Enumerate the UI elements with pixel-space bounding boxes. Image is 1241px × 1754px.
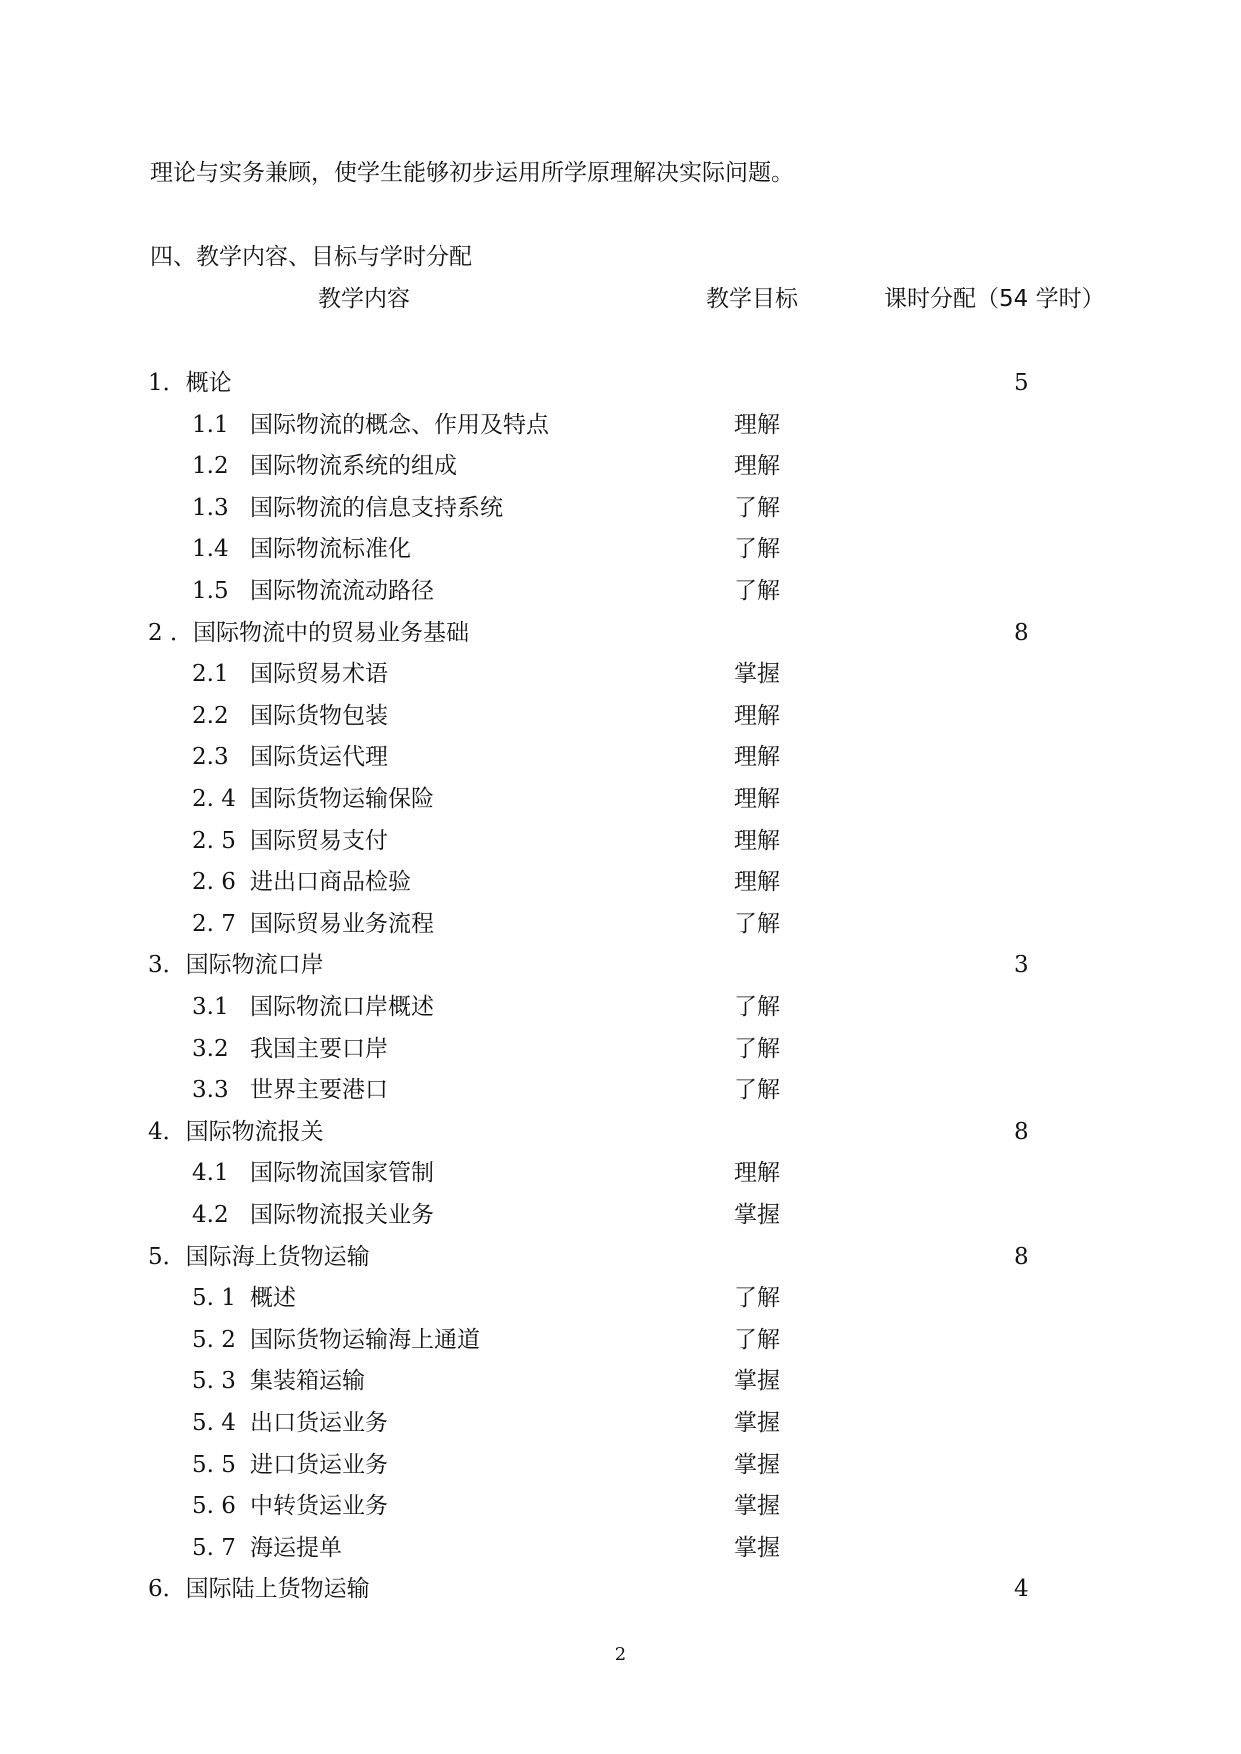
item-number: 1.5 xyxy=(192,578,229,604)
intro-paragraph: 理论与实务兼顾，使学生能够初步运用所学原理解决实际问题。 xyxy=(150,160,794,186)
item-text: 海运提单 xyxy=(250,1535,342,1561)
item-goal: 了解 xyxy=(734,495,780,521)
item-number: 2. 4 xyxy=(192,786,236,812)
item-goal: 理解 xyxy=(734,869,780,895)
item-number: 4.2 xyxy=(192,1202,229,1228)
item-goal: 理解 xyxy=(734,828,780,854)
item-number: 3.2 xyxy=(192,1036,229,1062)
item-text: 国际货物运输海上通道 xyxy=(250,1327,480,1353)
header-hours: 课时分配（54 学时） xyxy=(884,286,1105,312)
item-text: 集装箱运输 xyxy=(250,1368,365,1394)
header-goal: 教学目标 xyxy=(706,286,798,312)
item-goal: 理解 xyxy=(734,412,780,438)
item-number: 3.3 xyxy=(192,1077,229,1103)
chapter-title: 5．国际海上货物运输 xyxy=(148,1244,370,1270)
section-heading: 四、教学内容、目标与学时分配 xyxy=(150,244,472,270)
item-goal: 掌握 xyxy=(734,1410,780,1436)
item-text: 中转货运业务 xyxy=(250,1493,388,1519)
item-number: 2.2 xyxy=(192,703,229,729)
item-text: 国际物流报关业务 xyxy=(250,1202,434,1228)
item-text: 世界主要港口 xyxy=(250,1077,388,1103)
item-number: 1.3 xyxy=(192,495,229,521)
item-text: 我国主要口岸 xyxy=(250,1036,388,1062)
item-text: 进出口商品检验 xyxy=(250,869,411,895)
item-goal: 了解 xyxy=(734,536,780,562)
item-number: 1.4 xyxy=(192,536,229,562)
item-goal: 理解 xyxy=(734,453,780,479)
item-number: 3.1 xyxy=(192,994,229,1020)
item-number: 1.2 xyxy=(192,453,229,479)
item-goal: 掌握 xyxy=(734,1202,780,1228)
item-goal: 了解 xyxy=(734,1036,780,1062)
item-text: 国际物流标准化 xyxy=(250,536,411,562)
page-number: 2 xyxy=(614,1644,627,1665)
item-number: 2. 6 xyxy=(192,869,236,895)
item-goal: 了解 xyxy=(734,578,780,604)
item-text: 国际物流的概念、作用及特点 xyxy=(250,412,549,438)
chapter-title: 4．国际物流报关 xyxy=(148,1119,324,1145)
item-number: 5. 4 xyxy=(192,1410,236,1436)
item-text: 国际货物运输保险 xyxy=(250,786,434,812)
chapter-title: 6．国际陆上货物运输 xyxy=(148,1576,370,1602)
chapter-hours: 4 xyxy=(1014,1576,1029,1602)
item-number: 5. 7 xyxy=(192,1535,236,1561)
item-goal: 了解 xyxy=(734,1285,780,1311)
item-text: 国际物流系统的组成 xyxy=(250,453,457,479)
item-goal: 了解 xyxy=(734,994,780,1020)
item-number: 5. 5 xyxy=(192,1452,236,1478)
item-text: 国际贸易支付 xyxy=(250,828,388,854)
chapter-hours: 8 xyxy=(1014,620,1029,646)
item-number: 1.1 xyxy=(192,412,229,438)
item-goal: 理解 xyxy=(734,1160,780,1186)
header-content: 教学内容 xyxy=(318,286,410,312)
chapter-title: 2 ．国际物流中的贸易业务基础 xyxy=(148,620,469,646)
item-text: 出口货运业务 xyxy=(250,1410,388,1436)
item-text: 国际物流国家管制 xyxy=(250,1160,434,1186)
item-text: 国际物流流动路径 xyxy=(250,578,434,604)
chapter-hours: 8 xyxy=(1014,1119,1029,1145)
chapter-hours: 3 xyxy=(1014,952,1029,978)
item-number: 2. 5 xyxy=(192,828,236,854)
item-goal: 了解 xyxy=(734,1327,780,1353)
chapter-title: 1．概论 xyxy=(148,370,232,396)
item-number: 5. 2 xyxy=(192,1327,236,1353)
item-text: 国际物流口岸概述 xyxy=(250,994,434,1020)
item-text: 进口货运业务 xyxy=(250,1452,388,1478)
item-text: 国际贸易术语 xyxy=(250,661,388,687)
item-number: 5. 1 xyxy=(192,1285,236,1311)
item-number: 2. 7 xyxy=(192,911,236,937)
item-text: 国际货物包装 xyxy=(250,703,388,729)
item-goal: 掌握 xyxy=(734,1493,780,1519)
item-number: 5. 6 xyxy=(192,1493,236,1519)
item-number: 4.1 xyxy=(192,1160,229,1186)
item-text: 国际货运代理 xyxy=(250,744,388,770)
item-goal: 掌握 xyxy=(734,1452,780,1478)
item-goal: 掌握 xyxy=(734,661,780,687)
item-number: 2.3 xyxy=(192,744,229,770)
item-number: 2.1 xyxy=(192,661,229,687)
item-goal: 掌握 xyxy=(734,1368,780,1394)
item-text: 概述 xyxy=(250,1285,296,1311)
item-goal: 掌握 xyxy=(734,1535,780,1561)
chapter-hours: 8 xyxy=(1014,1244,1029,1270)
item-number: 5. 3 xyxy=(192,1368,236,1394)
item-goal: 理解 xyxy=(734,744,780,770)
item-goal: 理解 xyxy=(734,786,780,812)
chapter-title: 3．国际物流口岸 xyxy=(148,952,324,978)
chapter-hours: 5 xyxy=(1014,370,1029,396)
item-goal: 了解 xyxy=(734,911,780,937)
item-goal: 了解 xyxy=(734,1077,780,1103)
item-text: 国际贸易业务流程 xyxy=(250,911,434,937)
item-goal: 理解 xyxy=(734,703,780,729)
item-text: 国际物流的信息支持系统 xyxy=(250,495,503,521)
